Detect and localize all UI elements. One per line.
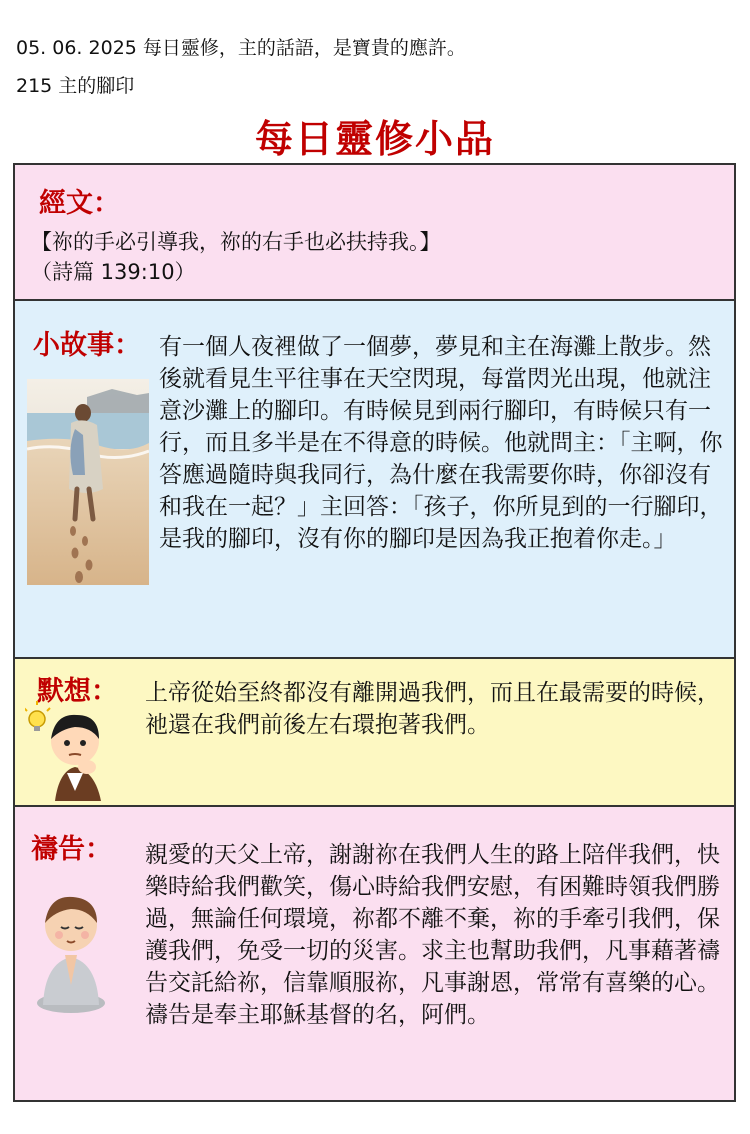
scripture-text — [31, 227, 721, 287]
scripture-section — [15, 165, 734, 301]
scripture-reference: （詩篇 139:10） — [31, 260, 196, 284]
scripture-verse: 【祢的手必引導我，祢的右手也必扶持我。】 — [31, 230, 441, 254]
thinking-boy-icon — [25, 701, 115, 801]
beach-footprints-image — [27, 379, 149, 585]
meditation-section — [15, 659, 734, 807]
date-header: 05. 06. 2025 每日靈修，主的話語，是寶貴的應許。 — [16, 37, 466, 59]
prayer-label: 禱告： — [31, 834, 112, 865]
story-label: 小故事： — [33, 330, 141, 361]
prayer-section — [15, 807, 734, 1100]
devotion-card — [13, 163, 736, 1102]
prayer-text: 親愛的天父上帝，謝謝祢在我們人生的路上陪伴我們，快樂時給我們歡笑，傷心時給我們安慰，有困難時領我們勝過，無論任何環境，祢都不離不棄，祢的手牽引我們，保護我們，免受一切的災害。求主也幫助我們，凡事藉著禱告交託給祢，信靠順服祢，凡事謝恩，常常有喜樂的心。禱告是奉主耶穌基督的名，阿們。 — [145, 842, 720, 1028]
praying-child-icon — [31, 885, 111, 1015]
story-text: 有一個人夜裡做了一個夢，夢見和主在海灘上散步。然後就看見生平往事在天空閃現，每當閃光出現，他就注意沙灘上的腳印。有時候見到兩行腳印，有時候只有一行，而且多半是在不得意的時候。他就問主：「主啊，你答應過隨時與我同行，為什麼在我需要你時，你卻沒有和我在一起？」主回答：「孩子，你所見到的一行腳印，是我的腳印，沒有你的腳印是因為我正抱着你走。」 — [159, 334, 723, 552]
story-section — [15, 301, 734, 659]
meditation-text: 上帝從始至終都沒有離開過我們，而且在最需要的時候，祂還在我們前後左右環抱著我們。 — [145, 680, 720, 738]
devotion-number: 215 主的腳印 — [16, 75, 135, 97]
scripture-label: 經文： — [39, 188, 120, 219]
meditation-label: 默想： — [37, 676, 118, 707]
page-title: 每日靈修小品 — [254, 117, 495, 161]
